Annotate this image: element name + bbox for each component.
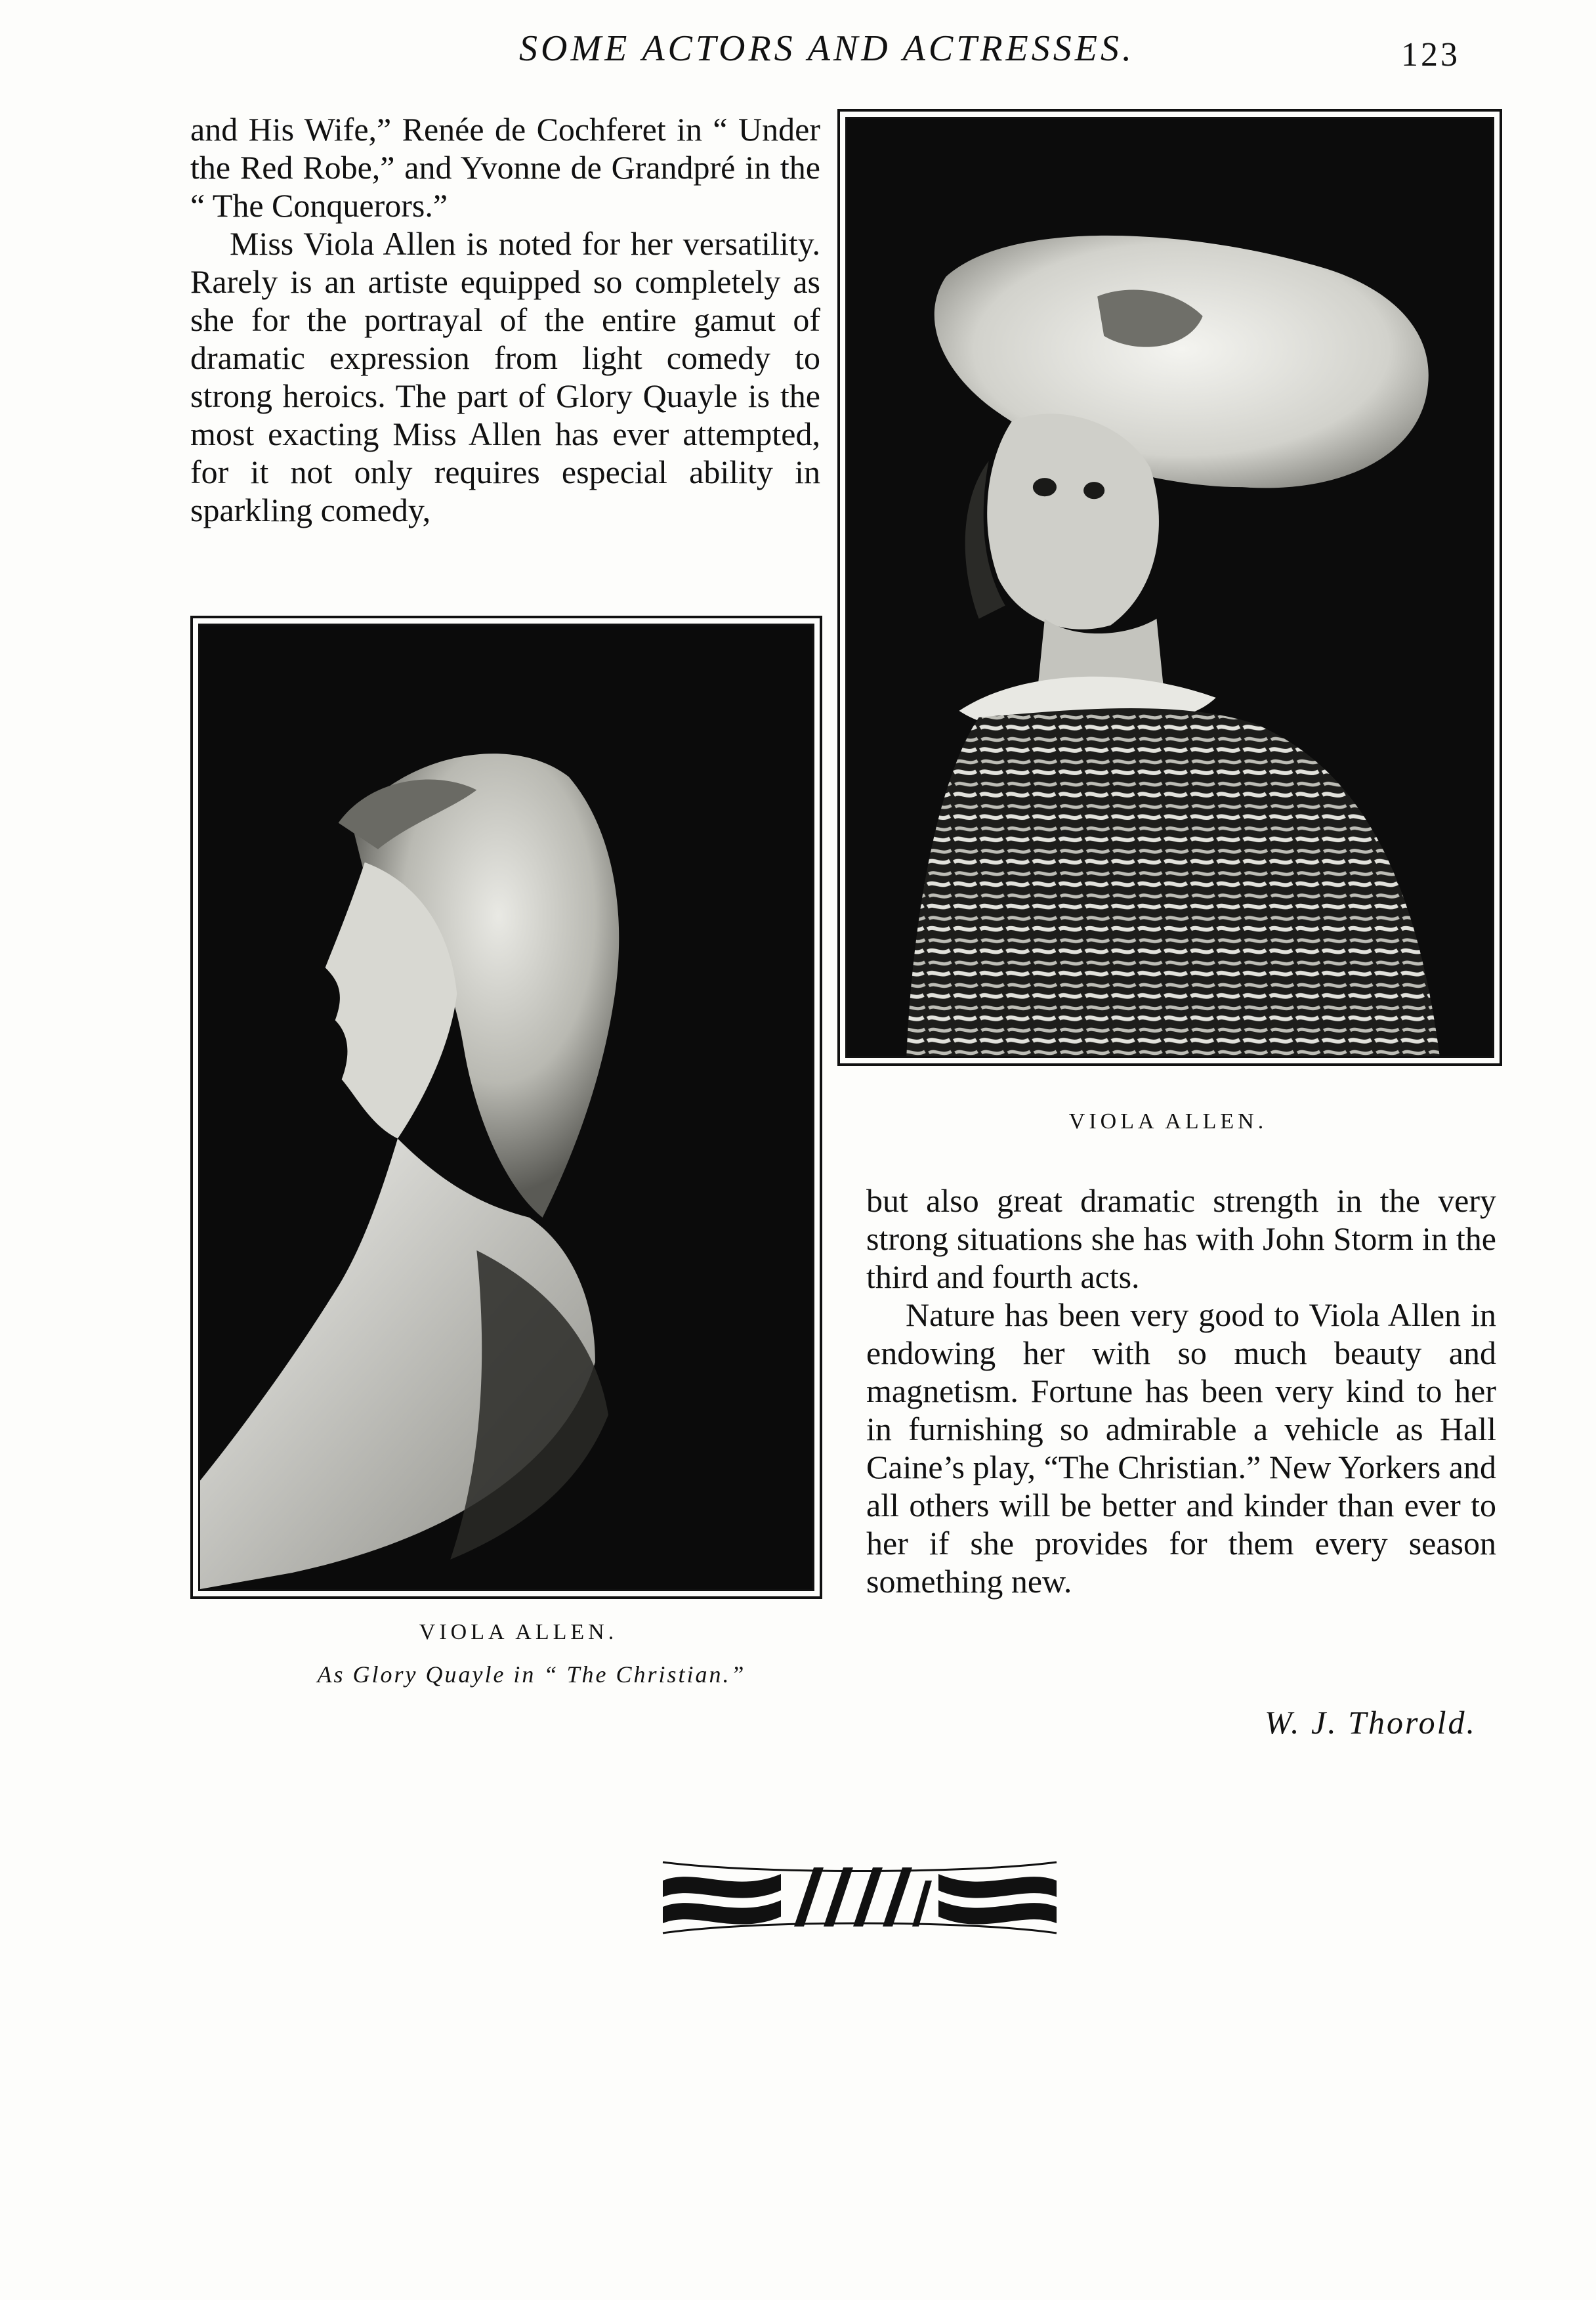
left-photo-subcaption: As Glory Quayle in “ The Christian.” <box>317 1661 746 1688</box>
photo-viola-allen-profile <box>190 616 822 1599</box>
page-number: 123 <box>1401 36 1460 74</box>
tailpiece-ornament-icon <box>656 1854 1063 1940</box>
photo-profile-image <box>198 624 814 1591</box>
photo-viola-allen-hat <box>837 109 1502 1066</box>
left-paragraph-1: and His Wife,” Renée de Cochferet in “ Under the Red Robe,” and Yvonne de Grandpré in the “ The Conquerors.” <box>190 111 820 224</box>
author-signature: W. J. Thorold. <box>1264 1704 1477 1741</box>
right-photo-caption: VIOLA ALLEN. <box>1068 1109 1268 1134</box>
left-column-text <box>190 110 820 529</box>
right-column-text <box>866 1182 1496 1600</box>
left-paragraph-2: Miss Viola Allen is noted for her versatility. Rarely is an artiste equipped so completely as she for the portrayal of the entire gamut of dramatic expression from light comedy to strong heroics. The part of Glory Quayle is the most exacting Miss Allen has ever attempted, for it not only requires especial ability in sparkling comedy, <box>190 225 820 528</box>
photo-hat-image <box>845 117 1494 1058</box>
right-paragraph-1: but also great dramatic strength in the very strong situations she has with John Storm in the third and fourth acts. <box>866 1182 1496 1295</box>
right-paragraph-2: Nature has been very good to Viola Allen in endowing her with so much beauty and magnetism. Fortune has been very kind to her in furnishing so admirable a vehicle as Hall Caine’s play, “The Christian.” New Yorkers and all others will be better and kinder than ever to her if she provides for them every season something new. <box>866 1296 1496 1600</box>
running-title: SOME ACTORS AND ACTRESSES. <box>519 28 1135 69</box>
left-photo-caption: VIOLA ALLEN. <box>419 1620 618 1644</box>
